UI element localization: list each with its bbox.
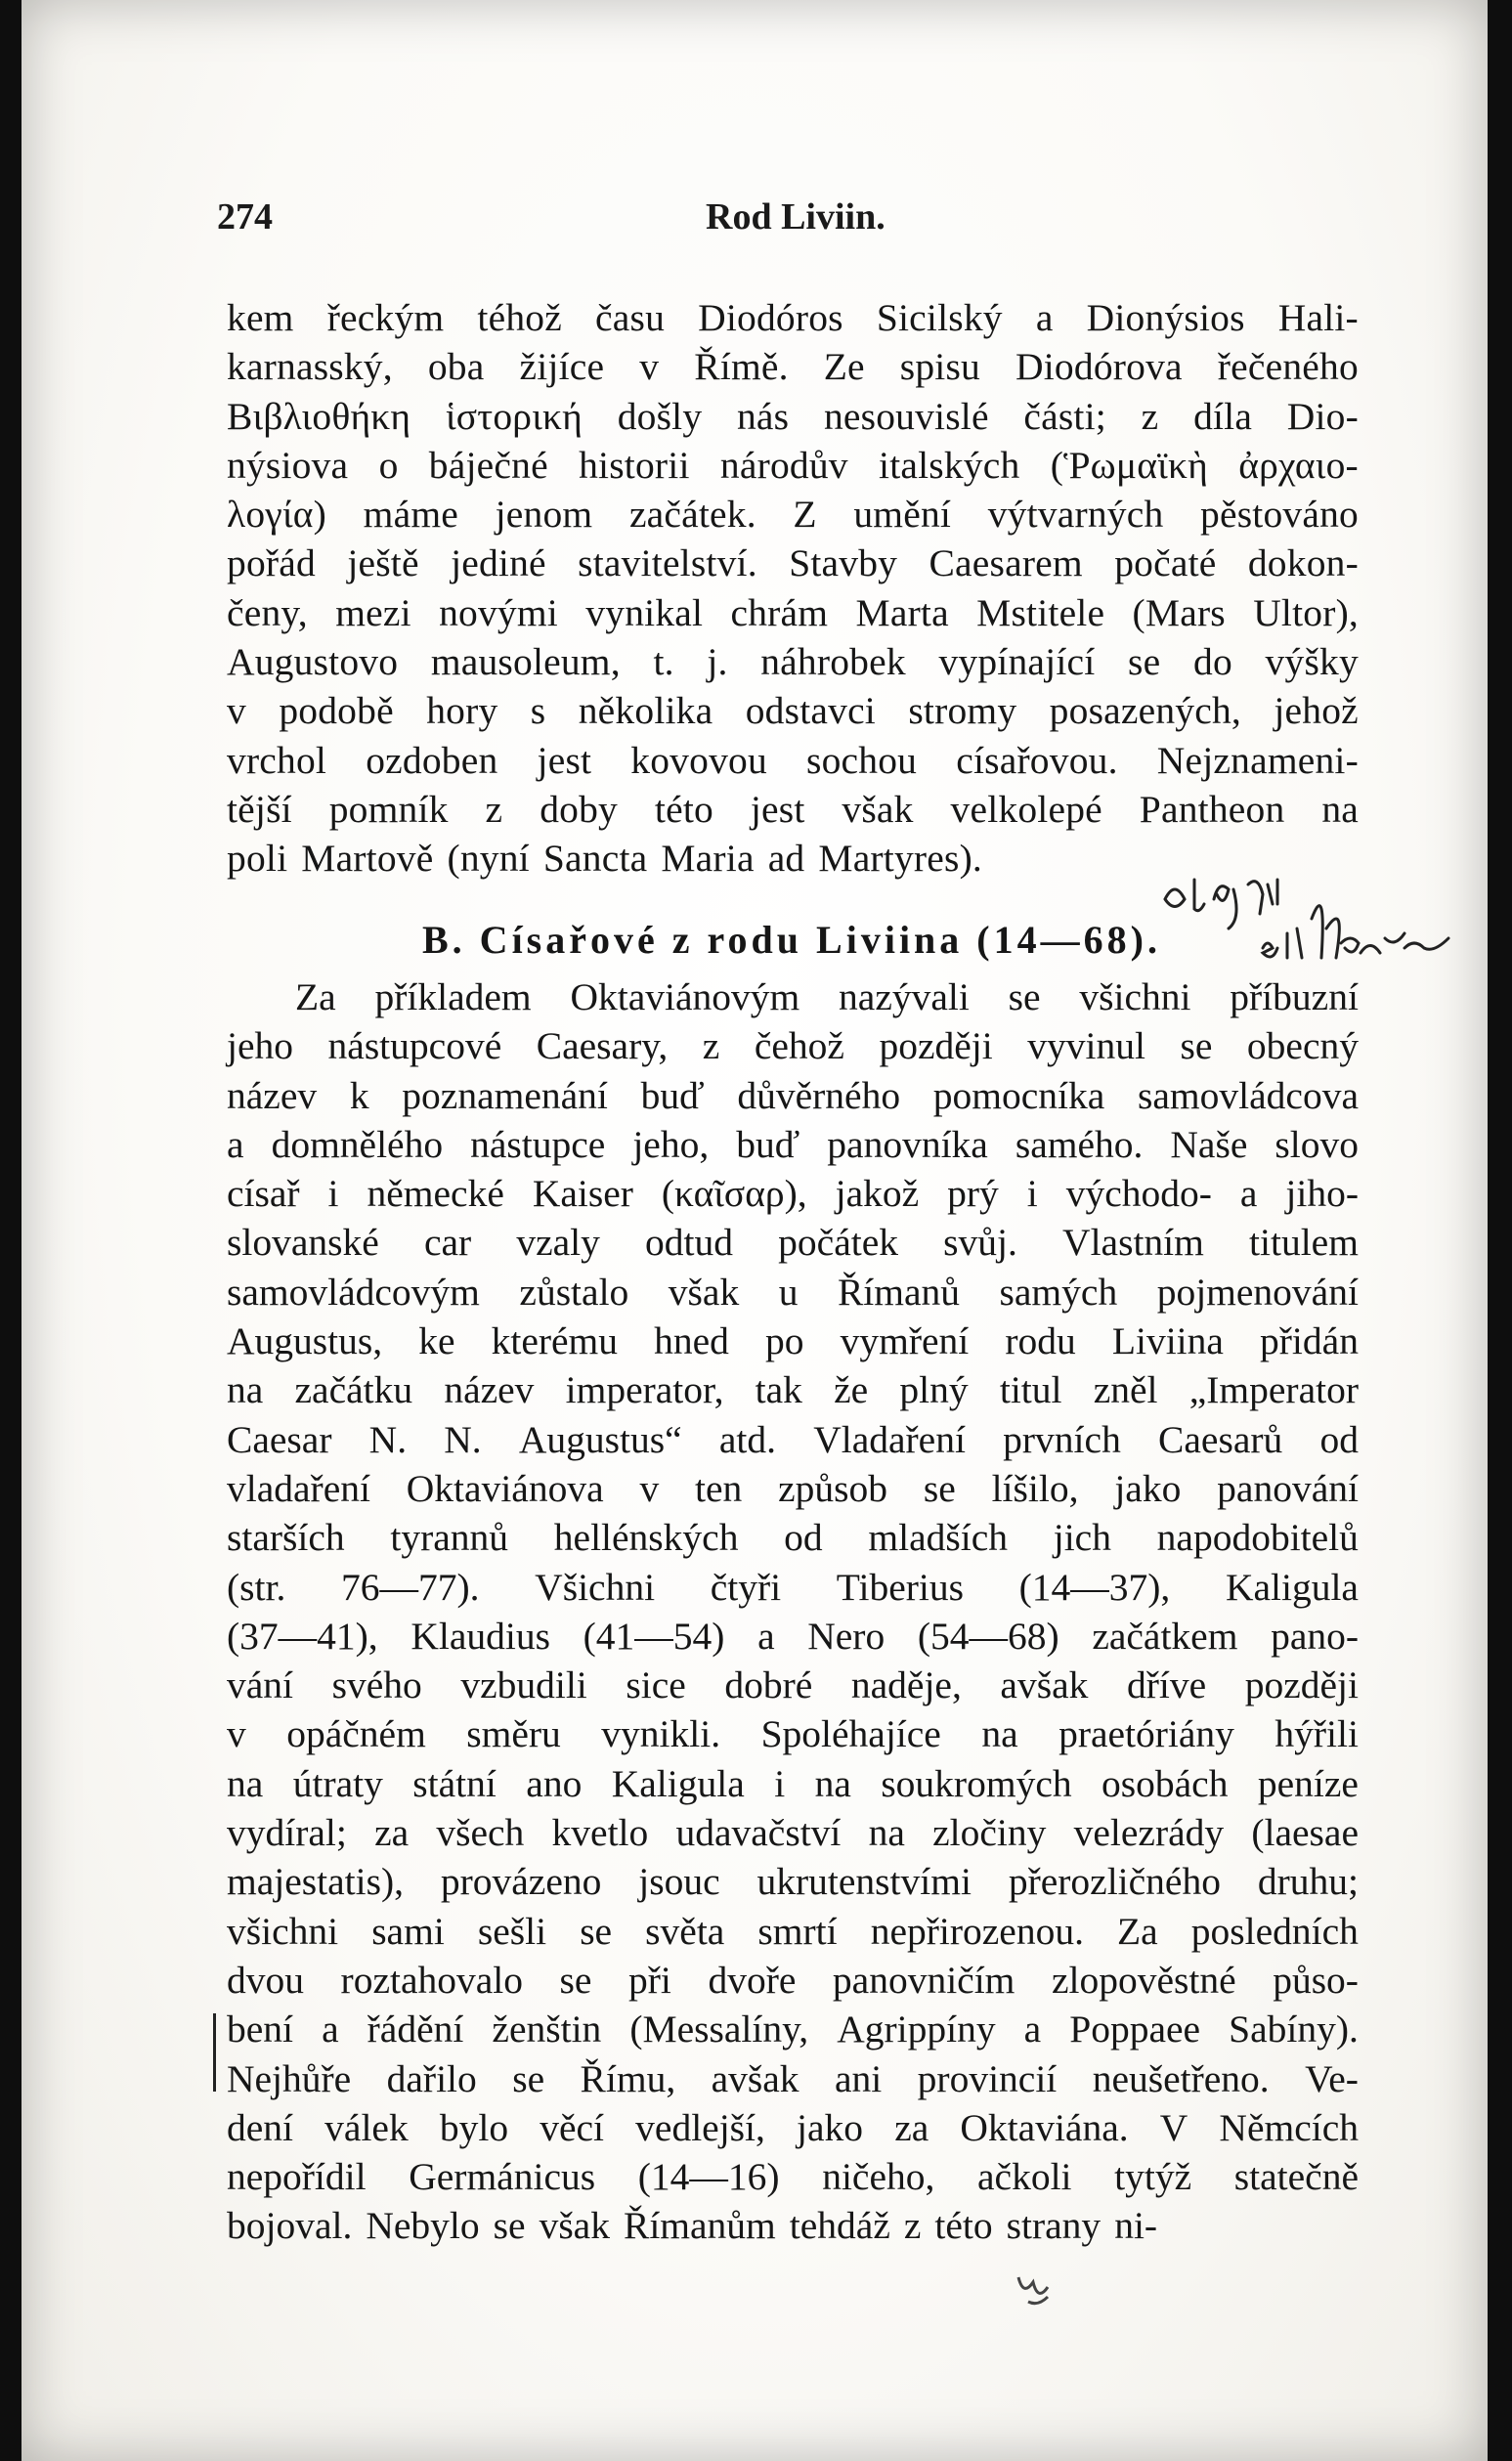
text-line: bojoval. Nebylo se však Římanům tehdáž z této strany ni- — [227, 2204, 1158, 2248]
text-line: jeho nástupcové Caesary, z čehož později vyvinul se obecný — [227, 1024, 1359, 1068]
text-line: dvou roztahovalo se při dvoře panovničím zlopověstné půso- — [227, 1958, 1359, 2002]
text-line: slovanské car vzaly odtud počátek svůj. Vlastním titulem — [227, 1221, 1359, 1265]
text-line: Augustovo mausoleum, t. j. náhrobek vypínající se do výšky — [227, 640, 1359, 684]
page-number: 274 — [217, 196, 273, 237]
text-line: v opáčném směru vynikli. Spoléhajíce na praetóriány hýřili — [227, 1712, 1359, 1756]
paragraph-1 — [227, 293, 1359, 884]
text-line: tější pomník z doby této jest však velkolepé Pantheon na — [227, 787, 1359, 831]
text-line: vrchol ozdoben jest kovovou sochou císařovou. Nejznameni- — [227, 738, 1359, 782]
ink-smudge — [1009, 2267, 1067, 2316]
text-line: dení válek bylo věcí vedlejší, jako za Oktaviána. V Němcích — [227, 2105, 1359, 2149]
text-line: Augustus, ke kterému hned po vymření rodu Liviina přidán — [227, 1319, 1359, 1363]
section-heading: B. Císařové z rodu Liviina (14—68). — [422, 918, 1161, 962]
text-line: Za příkladem Oktaviánovým nazývali se všichni příbuzní — [295, 975, 1359, 1018]
text-line: nepořídil Germánicus (14—16) ničeho, ačkoli tytýž statečně — [227, 2155, 1359, 2199]
text-line: pořád ještě jediné stavitelství. Stavby Caesarem počaté dokon- — [227, 541, 1359, 585]
text-line: starších tyrannů hellénských od mladších jich napodobitelů — [227, 1516, 1359, 1560]
text-line: Nejhůře dařilo se Římu, avšak ani provincií neušetřeno. Ve- — [227, 2056, 1359, 2100]
text-line: vání svého vzbudili sice dobré naděje, avšak dříve později — [227, 1663, 1359, 1707]
text-line: Βιβλιοθήκη ἱστορική došly nás nesouvislé části; z díla Dio- — [227, 394, 1359, 438]
text-line: a domnělého nástupce jeho, buď panovníka samého. Naše slovo — [227, 1122, 1359, 1166]
text-line: karnasský, oba žijíce v Římě. Ze spisu Diodórova řečeného — [227, 345, 1359, 389]
text-line: (str. 76—77). Všichni čtyři Tiberius (14—37), Kaligula — [227, 1565, 1359, 1609]
text-line: na útraty státní ano Kaligula i na soukromých osobách peníze — [227, 1761, 1359, 1805]
page-header — [217, 195, 1351, 254]
text-line: vladaření Oktaviánova v ten způsob se líšilo, jako panování — [227, 1466, 1359, 1510]
text-line: λογία) máme jenom začátek. Z umění výtvarných pěstováno — [227, 493, 1359, 537]
text-line: poli Martově (nyní Sancta Maria ad Martyres). — [227, 837, 982, 881]
text-line: samovládcovým zůstalo však u Římanů samých pojmenování — [227, 1270, 1359, 1314]
text-line: (37—41), Klaudius (41—54) a Nero (54—68) začátkem pano- — [227, 1614, 1359, 1658]
text-line: název k poznamenání buď důvěrného pomocníka samovládcova — [227, 1073, 1359, 1117]
handwritten-annotation — [1155, 860, 1488, 987]
running-title: Rod Liviin. — [706, 196, 886, 237]
paragraph-2 — [227, 972, 1359, 2251]
text-line: nýsiova o báječné historii národův italských (Ῥωμαϊκὴ ἀρχαιο- — [227, 443, 1359, 487]
text-line: čeny, mezi novými vynikal chrám Marta Mstitele (Mars Ultor), — [227, 590, 1359, 634]
text-line: kem řeckým téhož času Diodóros Sicilský a Dionýsios Hali- — [227, 296, 1359, 339]
text-line: císař i německé Kaiser (καῖσαρ), jakož prý i východo- a jiho- — [227, 1172, 1359, 1216]
book-page — [22, 0, 1488, 2461]
text-line: bení a řádění ženštin (Messalíny, Agrippíny a Poppaee Sabíny). — [227, 2008, 1359, 2051]
text-line: vydíral; za všech kvetlo udavačství na zločiny velezrády (laesae — [227, 1811, 1359, 1855]
text-line: na začátku název imperator, tak že plný titul zněl „Imperator — [227, 1368, 1359, 1412]
margin-mark — [213, 2013, 226, 2092]
text-line: všichni sami sešli se světa smrtí nepřirozenou. Za posledních — [227, 1909, 1359, 1953]
text-line: Caesar N. N. Augustus“ atd. Vladaření prvních Caesarů od — [227, 1417, 1359, 1461]
text-line: v podobě hory s několika odstavci stromy posazených, jehož — [227, 689, 1359, 733]
text-line: majestatis), provázeno jsouc ukrutenstvími přerozličného druhu; — [227, 1860, 1359, 1904]
